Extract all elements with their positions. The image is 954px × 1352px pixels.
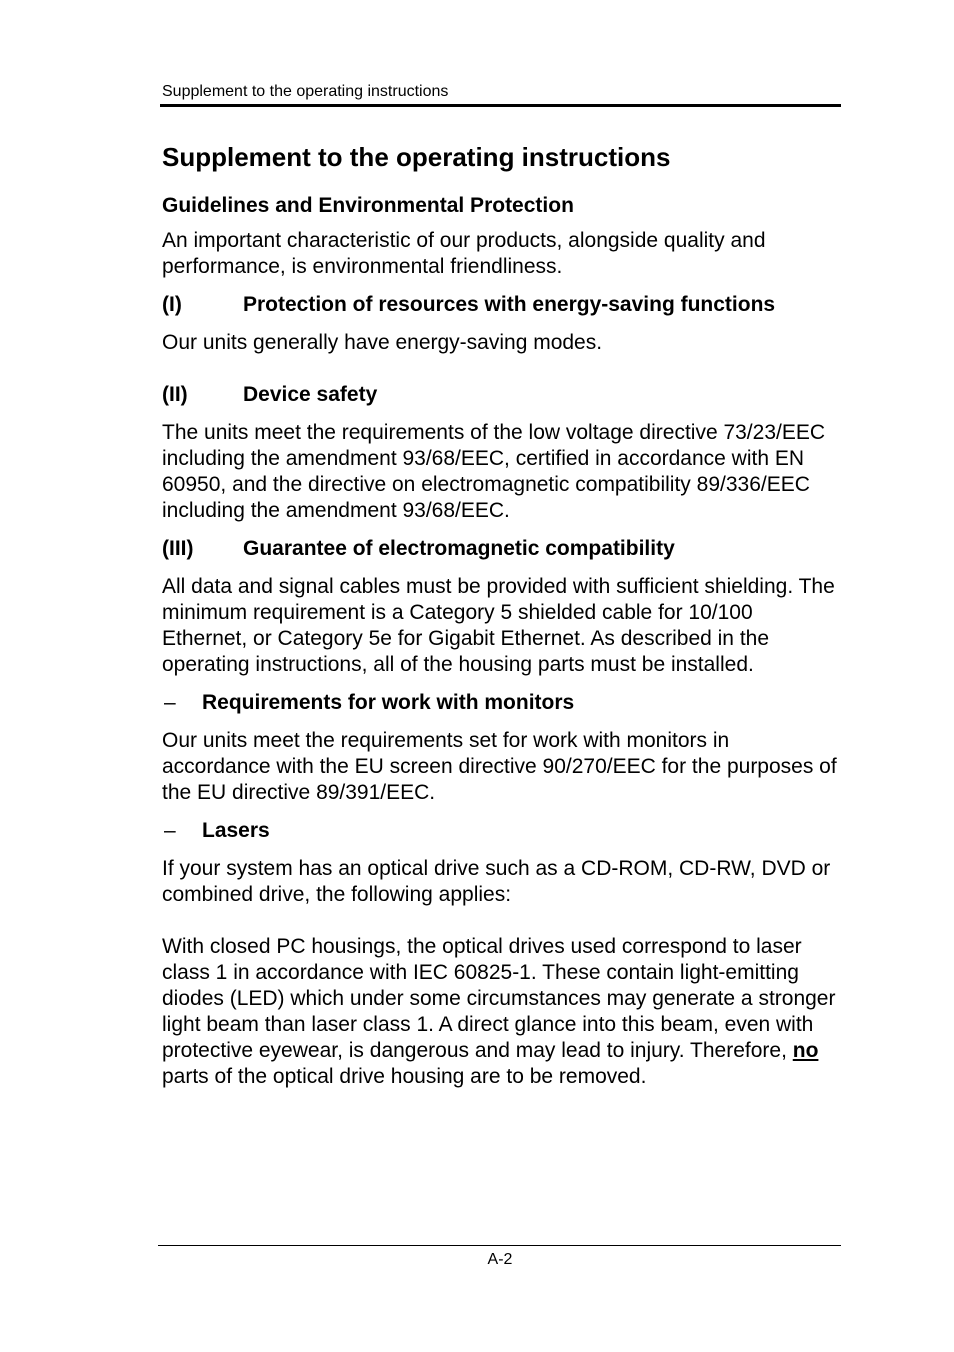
section-heading-energy — [162, 292, 842, 318]
section-heading-text: Device safety — [243, 383, 378, 406]
subsection-heading-text: Requirements for work with monitors — [202, 691, 575, 714]
section-subtitle: Guidelines and Environmental Protection — [162, 194, 574, 217]
header-divider — [160, 104, 841, 107]
safety-paragraph: The units meet the requirements of the low voltage directive 73/23/EEC including the amendment 93/68/EEC, certified in accordance with EN 60950, and the directive on electromagnetic compatibility 89/336/EEC including the amendment 93/68/EEC. — [162, 421, 826, 522]
section-heading-text: Protection of resources with energy-saving functions — [243, 293, 776, 316]
footer-divider — [158, 1245, 841, 1246]
section-number: (I) — [162, 293, 182, 316]
subsection-heading-lasers — [162, 818, 842, 844]
emphasis-no: no — [792, 1039, 819, 1062]
lasers-text-after: parts of the optical drive housing are to be removed. — [162, 1065, 647, 1088]
section-number: (II) — [162, 383, 188, 406]
running-header: Supplement to the operating instructions — [162, 83, 449, 100]
lasers-paragraph-2 — [162, 934, 842, 1090]
dash-bullet: – — [164, 691, 176, 714]
lasers-paragraph-1: If your system has an optical drive such as a CD-ROM, CD-RW, DVD or combined drive, the following applies: — [162, 857, 831, 906]
page-content — [162, 140, 842, 1090]
monitors-paragraph: Our units meet the requirements set for work with monitors in accordance with the EU screen directive 90/270/EEC for the purposes of the EU directive 89/391/EEC. — [162, 729, 837, 804]
energy-paragraph: Our units generally have energy-saving modes. — [162, 331, 603, 354]
section-heading-emc — [162, 536, 842, 562]
section-number: (III) — [162, 537, 194, 560]
section-heading-safety — [162, 382, 842, 408]
page-title: Supplement to the operating instructions — [162, 142, 671, 172]
emc-paragraph: All data and signal cables must be provided with sufficient shielding. The minimum requirement is a Category 5 shielded cable for 10/100 Ethernet, or Category 5e for Gigabit Ethernet. As described in the operating instructions, all of the housing parts must be installed. — [162, 575, 835, 676]
section-heading-text: Guarantee of electromagnetic compatibility — [243, 537, 675, 560]
intro-paragraph: An important characteristic of our products, alongside quality and performance, is environmental friendliness. — [162, 229, 766, 278]
dash-bullet: – — [164, 819, 176, 842]
subsection-heading-text: Lasers — [202, 819, 270, 842]
page-number: A-2 — [487, 1251, 513, 1268]
subsection-heading-monitors — [162, 690, 842, 716]
lasers-text-before: With closed PC housings, the optical drives used correspond to laser class 1 in accordance with IEC 60825-1. These contain light-emitting diodes (LED) which under some circumstances may generate a stronger light beam than laser class 1. A direct glance into this beam, even with protective eyewear, is dangerous and may lead to injury. Therefore, — [162, 935, 836, 1062]
